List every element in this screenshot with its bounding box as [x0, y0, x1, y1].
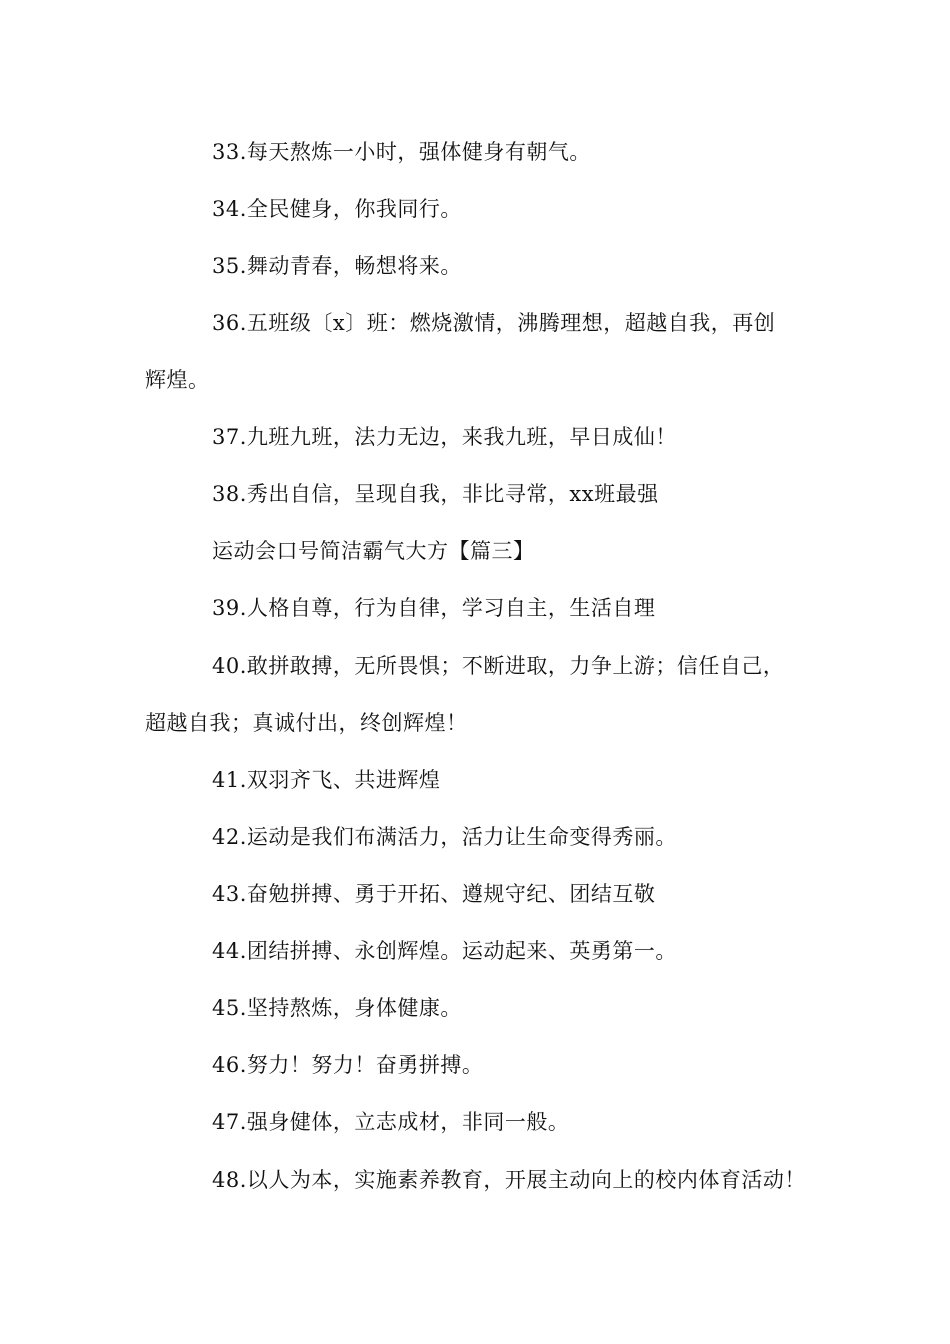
slogan-38: 38.秀出自信，呈现自我，非比寻常，xx班最强 [212, 482, 659, 506]
slogan-43: 43.奋勉拼搏、勇于开拓、遵规守纪、团结互敬 [212, 882, 656, 906]
slogan-35: 35.舞动青春，畅想将来。 [212, 254, 462, 278]
slogan-46: 46.努力！努力！奋勇拼搏。 [212, 1053, 484, 1077]
slogan-37: 37.九班九班，法力无边，来我九班，早日成仙！ [212, 425, 677, 449]
slogan-47: 47.强身健体，立志成材，非同一般。 [212, 1110, 570, 1134]
slogan-40-continuation: 超越自我；真诚付出，终创辉煌！ [145, 711, 468, 735]
slogan-36-continuation: 辉煌。 [145, 368, 210, 392]
slogan-41: 41.双羽齐飞、共进辉煌 [212, 768, 441, 792]
section-heading: 运动会口号简洁霸气大方【篇三】 [212, 539, 535, 563]
slogan-36: 36.五班级〔x〕班：燃烧激情，沸腾理想，超越自我，再创 [212, 311, 776, 335]
slogan-44: 44.团结拼搏、永创辉煌。运动起来、英勇第一。 [212, 939, 677, 963]
slogan-40: 40.敢拼敢搏，无所畏惧；不断进取，力争上游；信任自己， [212, 654, 785, 678]
slogan-39: 39.人格自尊，行为自律，学习自主，生活自理 [212, 596, 656, 620]
slogan-33: 33.每天熬炼一小时，强体健身有朝气。 [212, 140, 591, 164]
slogan-45: 45.坚持熬炼，身体健康。 [212, 996, 462, 1020]
slogan-48: 48.以人为本，实施素养教育，开展主动向上的校内体育活动！ [212, 1168, 806, 1192]
slogan-42: 42.运动是我们布满活力，活力让生命变得秀丽。 [212, 825, 677, 849]
slogan-34: 34.全民健身，你我同行。 [212, 197, 462, 221]
